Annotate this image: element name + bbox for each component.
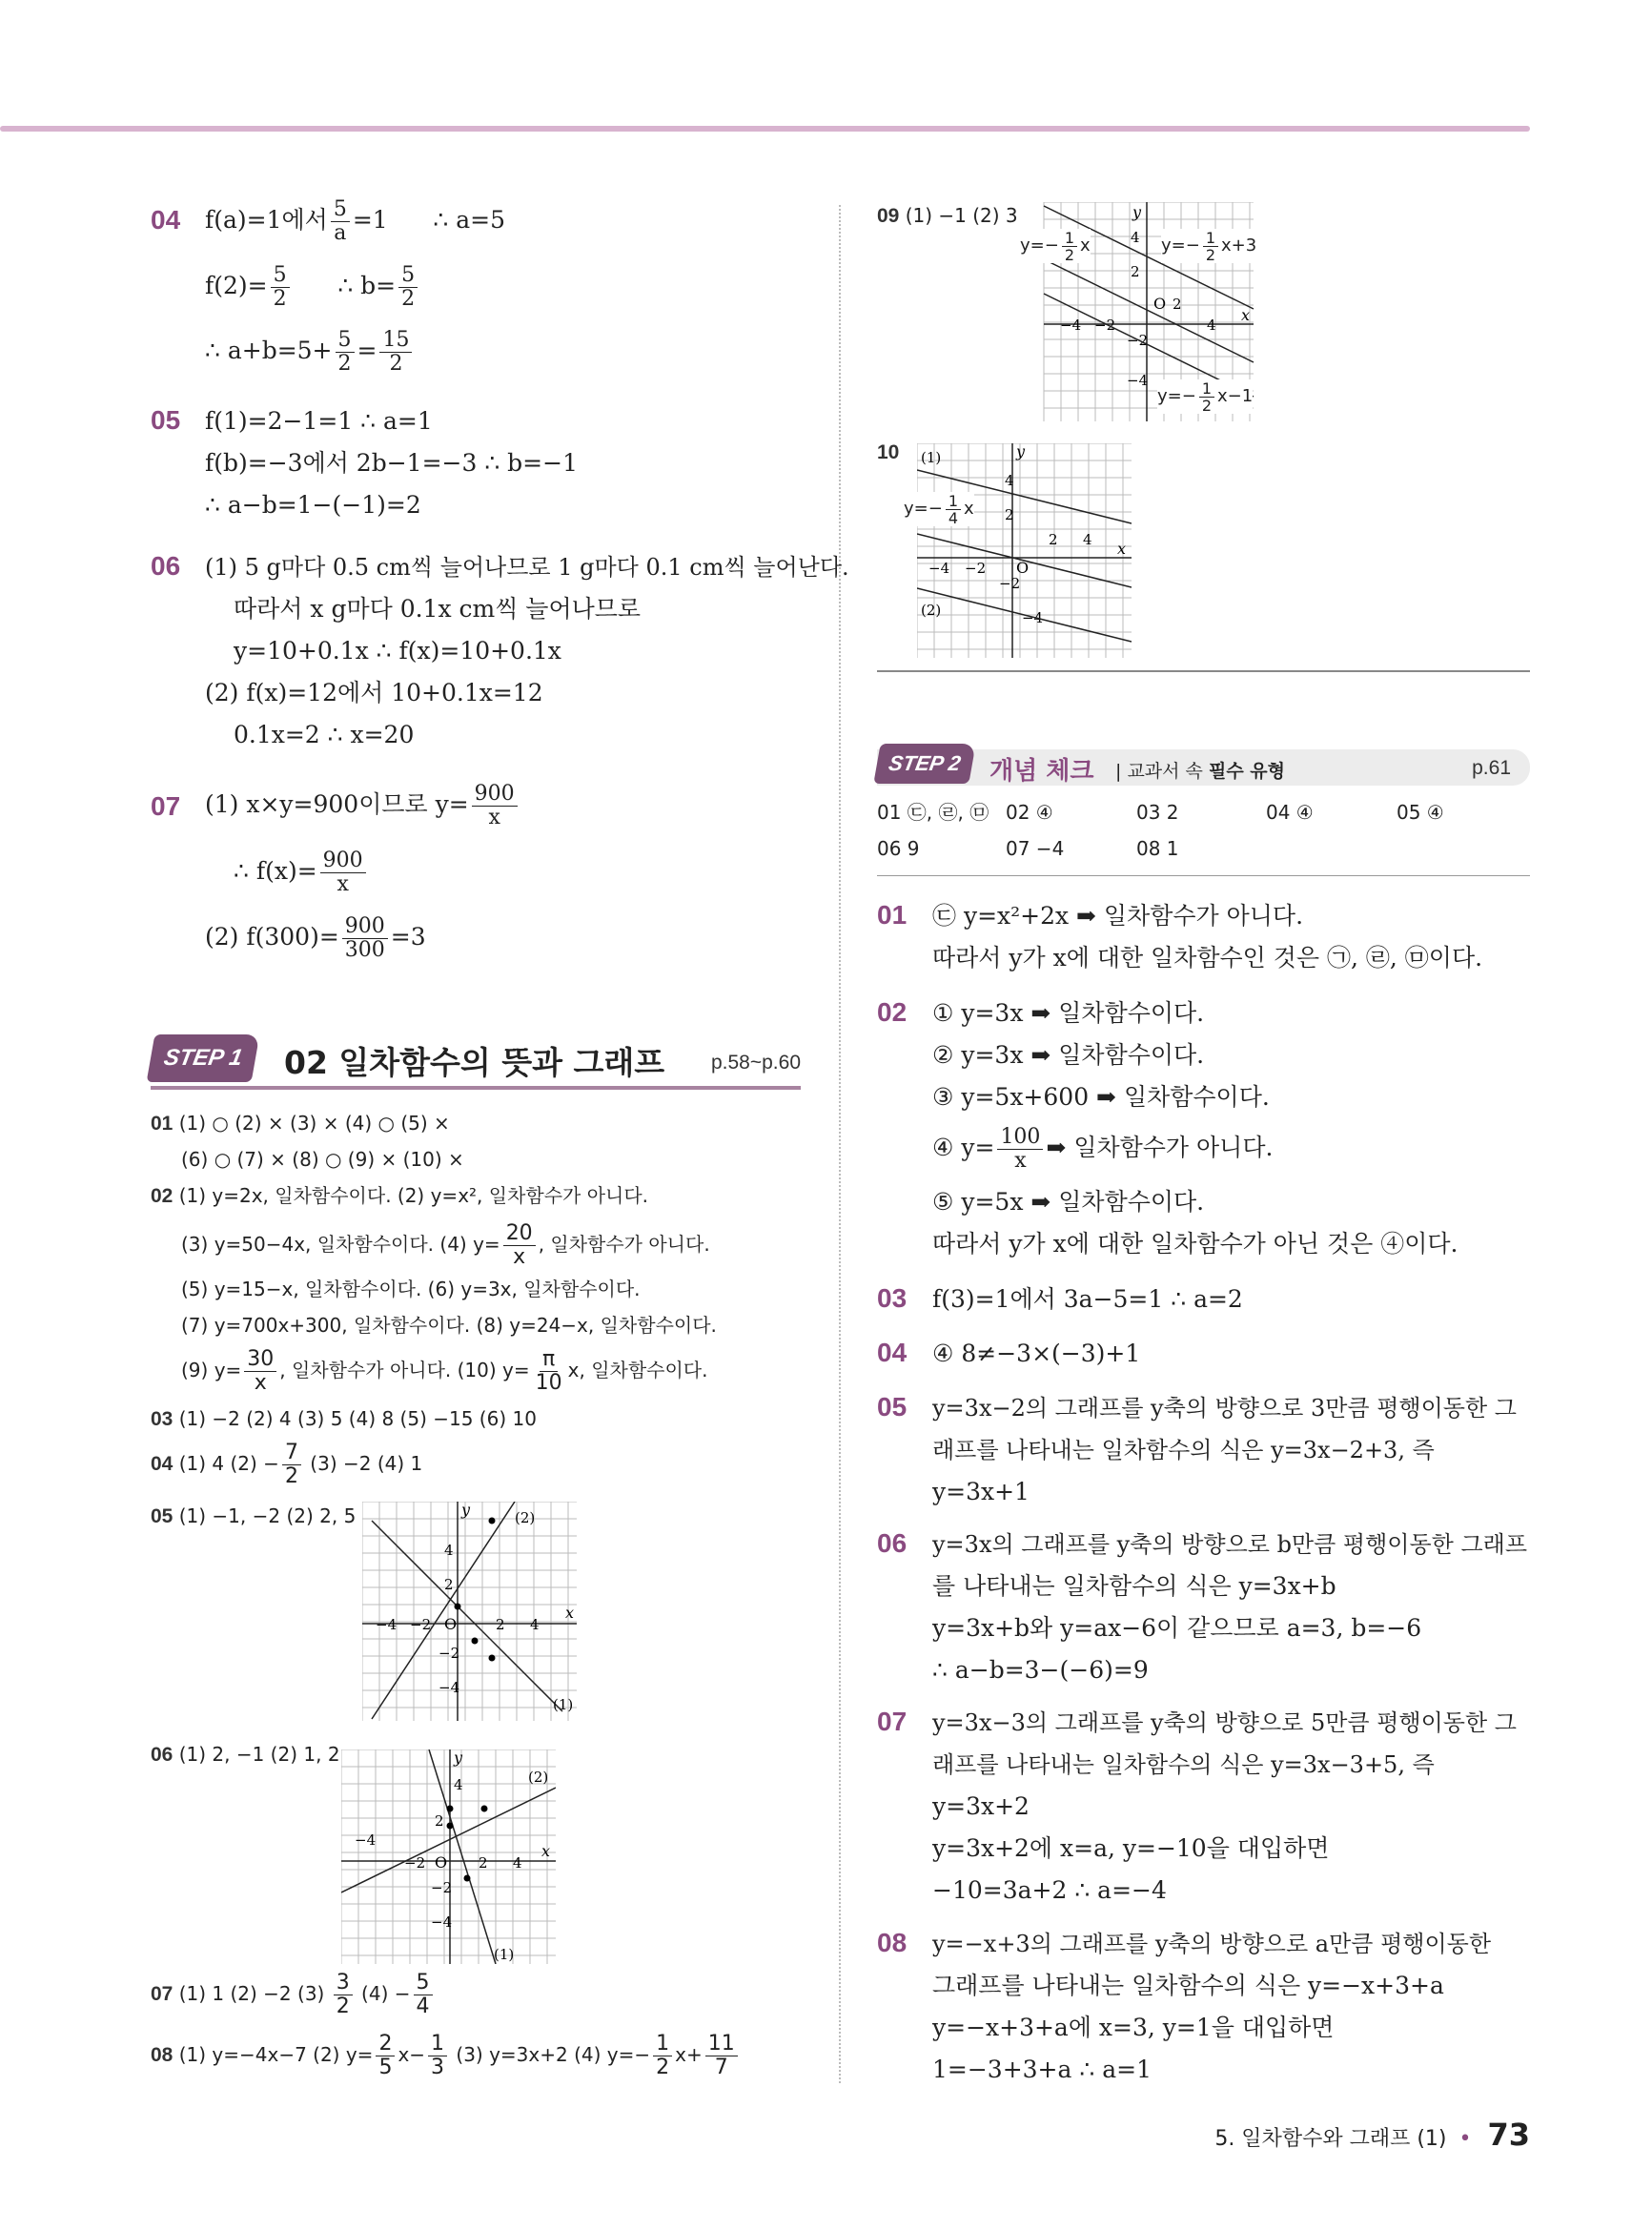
tick-label: −2 <box>431 1879 453 1896</box>
quick-answer: 05 ④ <box>1397 801 1444 824</box>
b05-line1: y=3x−2의 그래프를 y축의 방향으로 3만큼 평행이동한 그 <box>932 1395 1517 1422</box>
tick-label: −4 <box>355 1831 377 1849</box>
tick-label: −4 <box>438 1679 460 1696</box>
tick-label: 2 <box>1173 296 1182 313</box>
x-axis-label: x <box>541 1842 551 1860</box>
line-label: (2) <box>528 1769 549 1786</box>
problem-number: 06 <box>877 1528 908 1558</box>
tick-label: −4 <box>376 1616 398 1633</box>
point <box>489 1518 496 1524</box>
b02-line3: ③ y=5x+600 ➡ 일차함수이다. <box>932 1083 1270 1111</box>
section-pages: p.61 <box>1472 757 1511 779</box>
q06-line3: y=10+0.1x ∴ f(x)=10+0.1x <box>234 637 561 665</box>
section-subtitle: | 교과서 속 필수 유형 <box>1115 761 1285 782</box>
b08-line3: y=−x+3+a에 x=3, y=1을 대입하면 <box>932 2014 1335 2041</box>
divider <box>877 670 1530 672</box>
tick-label: 2 <box>496 1616 505 1633</box>
b07-line1: y=3x−3의 그래프를 y축의 방향으로 5만큼 평행이동한 그 <box>932 1709 1517 1736</box>
b01-line2: 따라서 y가 x에 대한 일차함수인 것은 ㉠, ㉣, ㉤이다. <box>932 944 1483 972</box>
b02-line5: ⑤ y=5x ➡ 일차함수이다. <box>932 1188 1205 1216</box>
q05-line3: ∴ a−b=1−(−1)=2 <box>205 491 421 519</box>
tick-label: −2 <box>1127 332 1149 349</box>
section-pages: p.58~p.60 <box>710 1052 801 1074</box>
tick-label: 2 <box>479 1854 488 1872</box>
b02-line1: ① y=3x ➡ 일차함수이다. <box>932 999 1205 1027</box>
b08-line2: 그래프를 나타내는 일차함수의 식은 y=−x+3+a <box>932 1972 1444 1999</box>
quick-answer: 06 9 <box>877 837 920 860</box>
q05-line2: f(b)=−3에서 2b−1=−3 ∴ b=−1 <box>205 449 578 477</box>
b04-line1: ④ 8≠−3×(−3)+1 <box>932 1340 1141 1367</box>
origin-label: O <box>1153 295 1167 313</box>
tick-label: 4 <box>1005 472 1014 489</box>
x-axis-label: x <box>565 1604 575 1622</box>
tick-label: 2 <box>1049 531 1058 548</box>
section-title: 02 일차함수의 뜻과 그래프 <box>284 1044 665 1081</box>
a01-line1: (1) ○ (2) × (3) × (4) ○ (5) × <box>178 1112 450 1135</box>
b06-line2: 를 나타내는 일차함수의 식은 y=3x+b <box>932 1572 1336 1600</box>
line-label: (1) <box>553 1696 574 1713</box>
tick-label: 4 <box>513 1854 522 1872</box>
b08-line4: 1=−3+3+a ∴ a=1 <box>932 2056 1152 2083</box>
answer-number: 02 <box>151 1185 173 1207</box>
b01-line1: ㉢ y=x²+2x ➡ 일차함수가 아니다. <box>932 902 1304 930</box>
tick-label: −2 <box>438 1645 460 1662</box>
tick-label: 2 <box>1005 506 1014 523</box>
b02-line2: ② y=3x ➡ 일차함수이다. <box>932 1041 1205 1069</box>
tick-label: 4 <box>1207 317 1216 334</box>
y-axis-label: y <box>1132 203 1142 221</box>
line-label: (1) <box>494 1946 515 1963</box>
tick-label: −4 <box>431 1913 453 1931</box>
a08-line1: (1) y=−4x−7 (2) y= $\frac{2}{5}$ x− $\frac{1}{3}$ (3) y=3x+2 (4) y=− $\frac{1}{2}$ x+ $\frac{11}{7}$ <box>179 2043 741 2066</box>
origin-label: O <box>444 1615 458 1633</box>
tick-label: −2 <box>404 1854 426 1872</box>
point <box>464 1875 471 1882</box>
q07-line1: (1) x×y=900이므로 y= $\frac{900}{x}$ <box>205 778 520 831</box>
eq-label-3: y=− $\frac{1}{2}$ x−1 <box>1157 378 1254 415</box>
a04-line1: (1) 4 (2) − $\frac{7}{2}$ (3) −2 (4) 1 <box>178 1441 423 1488</box>
origin-label: O <box>435 1853 448 1872</box>
b02-line6: 따라서 y가 x에 대한 일차함수가 아닌 것은 ④이다. <box>932 1230 1458 1258</box>
quick-answer: 01 ㉢, ㉣, ㉤ <box>877 801 989 824</box>
tick-label: 4 <box>1083 531 1092 548</box>
tick-label: 4 <box>1131 229 1140 246</box>
problem-number: 02 <box>877 997 908 1027</box>
a02-line5: (9) y= $\frac{30}{x}$ , 일차함수가 아니다. (10) y= $\frac{\pi}{10}$ x, 일차함수이다. <box>181 1347 708 1395</box>
problem-number: 04 <box>151 205 181 235</box>
line-label: (2) <box>921 602 942 619</box>
tick-label: 4 <box>530 1616 540 1633</box>
origin-label: O <box>1016 559 1030 577</box>
tick-label: −2 <box>999 575 1021 592</box>
quick-answer: 08 1 <box>1136 837 1179 860</box>
a02-line4: (7) y=700x+300, 일차함수이다. (8) y=24−x, 일차함수이다. <box>181 1314 717 1337</box>
a02-line2: (3) y=50−4x, 일차함수이다. (4) y= $\frac{20}{x}$ , 일차함수가 아니다. <box>181 1221 710 1269</box>
y-axis-label: y <box>1016 443 1026 460</box>
step-underline <box>151 1086 801 1090</box>
x-axis-label: x <box>1117 540 1127 558</box>
q04-line3: ∴ a+b=5+ $\frac{5}{2}$ = $\frac{15}{2}$ <box>205 324 415 378</box>
tick-label: −4 <box>1060 317 1082 334</box>
q06-line5: 0.1x=2 ∴ x=20 <box>234 721 415 748</box>
point <box>481 1806 488 1812</box>
tick-label: 2 <box>1131 263 1140 280</box>
problem-number: 03 <box>877 1283 908 1313</box>
problem-number: 05 <box>877 1392 908 1422</box>
tick-label: 2 <box>435 1812 444 1830</box>
problem-number: 08 <box>877 1928 908 1957</box>
a02-line1: (1) y=2x, 일차함수이다. (2) y=x², 일차함수가 아니다. <box>178 1184 649 1207</box>
quick-answer: 02 ④ <box>1006 801 1053 824</box>
page-number: 73 <box>1487 2117 1530 2153</box>
tick-label: 2 <box>444 1576 454 1593</box>
tick-label: −4 <box>928 560 950 577</box>
b02-line4: ④ y= $\frac{100}{x}$ ➡ 일차함수가 아니다. <box>932 1125 1274 1173</box>
point <box>489 1655 496 1662</box>
y-axis-label: y <box>454 1749 463 1767</box>
a02-line3: (5) y=15−x, 일차함수이다. (6) y=3x, 일차함수이다. <box>181 1278 641 1300</box>
tick-label: 4 <box>454 1776 463 1793</box>
line-label: (2) <box>515 1509 536 1526</box>
grid <box>341 1749 556 1964</box>
b05-line2: 래프를 나타내는 일차함수의 식은 y=3x−2+3, 즉 <box>932 1437 1435 1463</box>
b07-line4: y=3x+2에 x=a, y=−10을 대입하면 <box>932 1834 1330 1862</box>
answer-number: 05 <box>151 1505 173 1527</box>
step-badge: STEP 1 <box>147 1034 260 1082</box>
section-title: 개념 체크 <box>989 757 1094 786</box>
b07-line5: −10=3a+2 ∴ a=−4 <box>932 1876 1167 1904</box>
answer-number: 03 <box>151 1408 173 1430</box>
point <box>447 1823 454 1830</box>
step2-header <box>877 744 1530 791</box>
a05-line1: (1) −1, −2 (2) 2, 5 <box>178 1504 357 1527</box>
b07-line3: y=3x+2 <box>932 1792 1030 1820</box>
a09-line1: (1) −1 (2) 3 <box>905 204 1018 227</box>
q06-line4: (2) f(x)=12에서 10+0.1x=12 <box>205 679 543 706</box>
q07-line2: ∴ f(x)= $\frac{900}{x}$ <box>234 845 369 898</box>
answer-number: 07 <box>151 1983 173 2005</box>
tick-label: 4 <box>444 1542 454 1559</box>
b05-line3: y=3x+1 <box>932 1478 1030 1505</box>
answer-number: 06 <box>151 1744 173 1766</box>
tick-label: −4 <box>1127 372 1149 389</box>
chapter-title: 5. 일차함수와 그래프 (1) <box>1214 2127 1447 2151</box>
quick-answer: 03 2 <box>1136 801 1179 824</box>
problem-number: 07 <box>151 791 181 821</box>
eq-label-2: y=− $\frac{1}{2}$ x+3 <box>1161 228 1257 264</box>
tick-label: −2 <box>1094 317 1116 334</box>
step1-header <box>151 1034 801 1090</box>
b08-line1: y=−x+3의 그래프를 y축의 방향으로 a만큼 평행이동한 <box>932 1931 1492 1957</box>
line-label: (1) <box>921 449 942 466</box>
page-footer <box>1214 2117 1530 2153</box>
line-zero <box>1044 259 1254 362</box>
a01-line2: (6) ○ (7) × (8) ○ (9) × (10) × <box>181 1148 464 1171</box>
q06-line2: 따라서 x g마다 0.1x cm씩 늘어나므로 <box>234 595 642 623</box>
b06-line1: y=3x의 그래프를 y축의 방향으로 b만큼 평행이동한 그래프 <box>932 1531 1528 1558</box>
footer-bullet: • <box>1458 2127 1472 2151</box>
q04-line2: f(2)= $\frac{5}{2}$ ∴ b= $\frac{5}{2}$ <box>205 259 420 313</box>
q05-line1: f(1)=2−1=1 ∴ a=1 <box>205 407 433 435</box>
answer-number: 09 <box>877 205 900 227</box>
problem-number: 06 <box>151 551 181 581</box>
answer-number: 04 <box>151 1453 173 1475</box>
a06-line1: (1) 2, −1 (2) 1, 2 <box>178 1743 340 1766</box>
problem-number: 04 <box>877 1338 908 1367</box>
y-axis-label: y <box>461 1502 471 1519</box>
q07-line3: (2) f(300)= $\frac{900}{300}$ =3 <box>205 914 426 962</box>
column-divider <box>839 205 841 2083</box>
x-axis-label: x <box>1241 306 1251 324</box>
point <box>455 1604 461 1610</box>
eq-label-1: y=− $\frac{1}{2}$ x <box>1020 228 1091 264</box>
graph-05 <box>362 1502 577 1721</box>
answer-number: 01 <box>151 1113 173 1135</box>
a07-line1: (1) 1 (2) −2 (3) $\frac{3}{2}$ (4) − $\frac{5}{4}$ <box>179 1982 436 2005</box>
top-rule <box>0 126 1530 132</box>
b03-line1: f(3)=1에서 3a−5=1 ∴ a=2 <box>932 1285 1243 1313</box>
q04-line1: f(a)=1에서 $\frac{5}{a}$ =1 ∴ a=5 <box>205 197 505 245</box>
tick-label: −2 <box>965 560 987 577</box>
graph-06 <box>341 1749 556 1964</box>
q06-line1: (1) 5 g마다 0.5 cm씩 늘어나므로 1 g마다 0.1 cm씩 늘어난다. <box>205 554 849 581</box>
b06-line3: y=3x+b와 y=ax−6이 같으므로 a=3, b=−6 <box>932 1614 1422 1642</box>
step-badge: STEP 2 <box>873 744 975 784</box>
problem-number: 01 <box>877 900 908 930</box>
graph-10 <box>917 443 1132 658</box>
answer-number: 08 <box>151 2044 173 2066</box>
answer-number: 10 <box>877 441 900 463</box>
tick-label: −2 <box>410 1616 432 1633</box>
tick-label: −4 <box>1022 609 1044 626</box>
quick-answer: 04 ④ <box>1266 801 1314 824</box>
b06-line4: ∴ a−b=3−(−6)=9 <box>932 1656 1149 1684</box>
point <box>447 1806 454 1812</box>
point <box>472 1638 479 1645</box>
problem-number: 05 <box>151 405 181 435</box>
quick-answer: 07 −4 <box>1006 837 1065 860</box>
b07-line2: 래프를 나타내는 일차함수의 식은 y=3x−3+5, 즉 <box>932 1751 1435 1778</box>
eq-label-10: y=− $\frac{1}{4}$ x <box>904 491 974 527</box>
problem-number: 07 <box>877 1707 908 1736</box>
grid <box>362 1502 577 1721</box>
a03-line1: (1) −2 (2) 4 (3) 5 (4) 8 (5) −15 (6) 10 <box>178 1407 537 1430</box>
divider <box>877 875 1530 876</box>
